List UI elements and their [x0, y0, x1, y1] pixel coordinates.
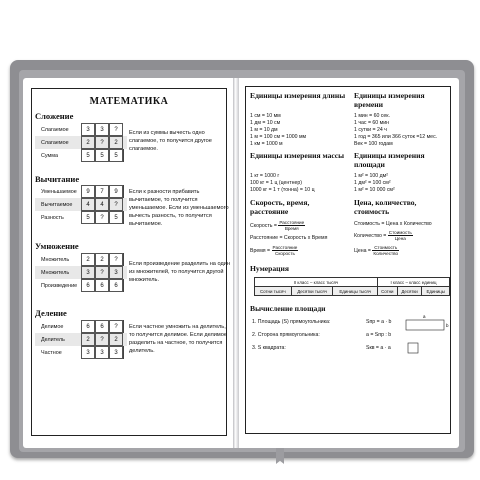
- square-shape: [408, 343, 418, 353]
- unit-line: 1 км = 1000 м: [250, 141, 283, 147]
- cell: ?: [109, 253, 123, 266]
- cell: 4: [95, 198, 109, 211]
- left-page: [23, 78, 233, 448]
- cell: 4: [81, 198, 95, 211]
- row-label: Слагаемое: [41, 140, 69, 146]
- row-label: Сумма: [41, 153, 58, 159]
- cell: 3: [81, 123, 95, 136]
- cell: ?: [95, 266, 109, 279]
- row-label: Делимое: [41, 324, 64, 330]
- rule-text: Если частное умножить на делитель, то получится делимое. Если делимое разделить на частное, то получится делитель.: [129, 324, 227, 354]
- formula: a = Sпр : b: [366, 332, 392, 338]
- row-label: Разность: [41, 215, 64, 221]
- cell: 6: [95, 279, 109, 292]
- rectangle-shape: [406, 320, 444, 330]
- section-heading: Единицы измерения массы: [250, 151, 345, 160]
- rule-text: Если из суммы вычесть одно слагаемое, то получится другое слагаемое.: [129, 130, 212, 152]
- table-row: [35, 211, 127, 224]
- table-row: [35, 279, 127, 292]
- section-heading: Вычисление площади: [250, 304, 326, 313]
- section-heading: Деление: [35, 308, 67, 318]
- table-cell: Сотни: [377, 287, 397, 296]
- cell: 2: [109, 136, 123, 149]
- cell: 5: [95, 149, 109, 162]
- table-header: I класс – класс единиц: [377, 278, 449, 287]
- unit-line: 1 дм² = 100 см²: [354, 180, 391, 186]
- cell: 5: [81, 211, 95, 224]
- table-header: II класс – класс тысяч: [255, 278, 378, 287]
- cell: 2: [109, 333, 123, 346]
- table-cell: Десятки: [397, 287, 422, 296]
- table-row: [35, 333, 127, 346]
- formula: Количество = $\frac{\text{Стоимость}}{\text{Цена}}$: [354, 230, 412, 241]
- cell: 3: [109, 346, 123, 359]
- list-item: 1. Площадь (S) прямоугольника:: [252, 319, 331, 325]
- unit-line: 1 год = 365 или 366 суток =12 мес.: [354, 134, 438, 140]
- cell: 2: [81, 253, 95, 266]
- cell: ?: [95, 136, 109, 149]
- cell: ?: [109, 123, 123, 136]
- formula: Цена = $\frac{\text{Стоимость}}{\text{Количество}}$: [354, 245, 399, 256]
- table-cell: Десятки тысяч: [291, 287, 333, 296]
- table-cell: Единицы: [422, 287, 450, 296]
- cell: ?: [95, 333, 109, 346]
- section-heading: Нумерация: [250, 264, 290, 273]
- formula: Стоимость = Цена x Количество: [354, 221, 432, 227]
- formula: Расстояние = Скорость x Время: [250, 235, 328, 241]
- row-label: Делитель: [41, 337, 65, 343]
- numeration-table: [254, 277, 450, 296]
- cell: 5: [109, 149, 123, 162]
- cell: 9: [109, 185, 123, 198]
- row-label: Множитель: [41, 270, 70, 276]
- table-row: [35, 253, 127, 266]
- unit-line: 1000 кг = 1 т (тонна) = 10 ц: [250, 187, 315, 193]
- right-page: [239, 78, 459, 448]
- rule-text: Если к разности прибавить вычитаемое, то получится уменьшаемое. Если из уменьшаемого вычесть разность, то получится вычитаемое.: [129, 189, 229, 227]
- table-row: [35, 185, 127, 198]
- formula: Скорость = $\frac{\text{Расстояние}}{\text{Время}}$: [250, 220, 305, 231]
- cell: 2: [81, 136, 95, 149]
- formula: Sкв = a · a: [366, 345, 391, 351]
- unit-line: 1 м = 100 см = 1000 мм: [250, 134, 307, 140]
- unit-line: 1 сутки = 24 ч: [354, 127, 387, 133]
- cell: ?: [109, 320, 123, 333]
- rule-text: Если произведение разделить на один из множителей, то получится другой множитель.: [129, 261, 230, 283]
- unit-line: 100 кг = 1 ц (центнер): [250, 180, 303, 186]
- cell: 3: [109, 266, 123, 279]
- formula: Sпр = a · b: [366, 319, 392, 325]
- page-title: МАТЕМАТИКА: [89, 96, 169, 107]
- unit-line: Век = 100 годам: [354, 141, 393, 147]
- cell: 6: [81, 279, 95, 292]
- bookmark-ribbon: [276, 448, 284, 464]
- row-label: Уменьшаемое: [41, 189, 77, 195]
- cell: 2: [81, 333, 95, 346]
- cell: 3: [95, 123, 109, 136]
- section-heading: Скорость, время, расстояние: [250, 198, 310, 216]
- unit-line: 1 см = 10 мм: [250, 113, 281, 119]
- table-row: [35, 346, 127, 359]
- unit-line: 1 м = 10 дм: [250, 127, 278, 133]
- cell: 2: [95, 253, 109, 266]
- section-heading: Вычитание: [35, 174, 80, 184]
- section-heading: Единицы измерения площади: [354, 151, 425, 169]
- cell: ?: [95, 211, 109, 224]
- unit-line: 1 м² = 10 000 см²: [354, 187, 395, 193]
- table-row: [35, 198, 127, 211]
- table-row: [35, 266, 127, 279]
- cell: 6: [81, 320, 95, 333]
- formula: Время = $\frac{\text{Расстояние}}{\text{Скорость}}$: [250, 245, 298, 256]
- unit-line: 1 кг = 1000 г: [250, 173, 280, 179]
- figure-label-a: a: [423, 314, 426, 319]
- table-cell: Сотни тысяч: [255, 287, 292, 296]
- right-page-frame: [245, 86, 451, 434]
- cell: 6: [109, 279, 123, 292]
- area-figure-icon: [404, 313, 452, 359]
- unit-line: 1 дм = 10 см: [250, 120, 281, 126]
- figure-label-b: b: [446, 323, 449, 328]
- table-row: [35, 149, 127, 162]
- cell: 7: [95, 185, 109, 198]
- cell: 5: [109, 211, 123, 224]
- cell: 6: [95, 320, 109, 333]
- table-cell: Единицы тысяч: [333, 287, 377, 296]
- left-page-frame: [31, 88, 230, 436]
- cell: 5: [81, 149, 95, 162]
- cell: 3: [95, 346, 109, 359]
- cell: 3: [81, 266, 95, 279]
- unit-line: 1 час = 60 мин: [354, 120, 389, 126]
- cell: ?: [109, 198, 123, 211]
- cell: 9: [81, 185, 95, 198]
- row-label: Произведение: [41, 283, 78, 289]
- list-item: 3. S квадрата:: [252, 345, 286, 351]
- section-heading: Единицы измерения длины: [250, 91, 346, 100]
- row-label: Частное: [41, 350, 62, 356]
- section-heading: Единицы измерения времени: [354, 91, 425, 109]
- table-row: [35, 320, 127, 333]
- list-item: 2. Сторона прямоугольника:: [252, 332, 320, 338]
- unit-line: 1 м² = 100 дм²: [354, 173, 388, 179]
- table-row: [35, 123, 127, 136]
- row-label: Вычитаемое: [41, 202, 73, 208]
- section-heading: Умножение: [35, 241, 79, 251]
- unit-line: 1 мин = 60 сек.: [354, 113, 390, 119]
- row-label: Слагаемое: [41, 127, 69, 133]
- cell: 3: [81, 346, 95, 359]
- section-heading: Цена, количество, стоимость: [354, 198, 417, 216]
- section-heading: Сложение: [35, 111, 74, 121]
- table-row: [35, 136, 127, 149]
- row-label: Множитель: [41, 257, 70, 263]
